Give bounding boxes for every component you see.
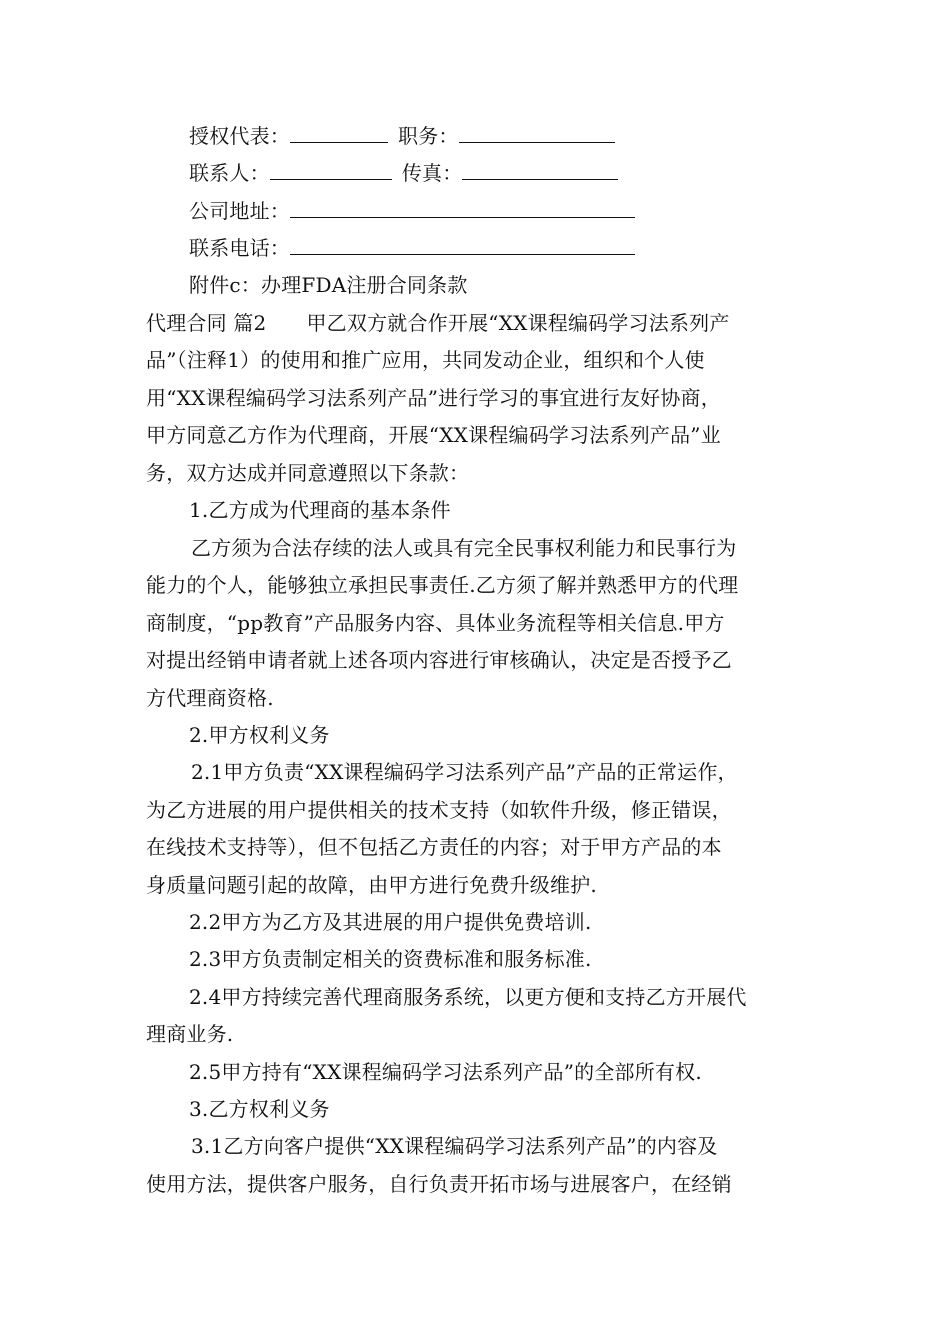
address-row bbox=[189, 199, 635, 223]
s3-1-line-2: 使用方法，提供客户服务，自行负责开拓市场与进展客户，在经销 bbox=[146, 1172, 732, 1196]
section-1-title: 1.乙方成为代理商的基本条件 bbox=[189, 498, 451, 522]
s1-line-4: 对提出经销申请者就上述各项内容进行审核确认，决定是否授予乙 bbox=[146, 648, 732, 672]
contact-row bbox=[189, 161, 618, 185]
section-3-title: 3.乙方权利义务 bbox=[189, 1097, 330, 1121]
rep-row bbox=[189, 124, 615, 148]
intro-line-5: 务，双方达成并同意遵照以下条款： bbox=[146, 461, 470, 485]
address-blank bbox=[290, 199, 635, 218]
fax-label: 传真： bbox=[401, 161, 463, 185]
s2-1-line-4: 身质量问题引起的故障，由甲方进行免费升级维护. bbox=[146, 873, 597, 897]
s2-3-line: 2.3甲方负责制定相关的资费标准和服务标准. bbox=[189, 947, 592, 971]
contact-label: 联系人： bbox=[189, 161, 270, 185]
s2-1-line-3: 在线技术支持等），但不包括乙方责任的内容；对于甲方产品的本 bbox=[146, 835, 722, 859]
s2-5-line: 2.5甲方持有“XX课程编码学习法系列产品”的全部所有权. bbox=[189, 1060, 702, 1084]
contract-heading: 代理合同 篇2 bbox=[146, 311, 267, 335]
s2-1-line-2: 为乙方进展的用户提供相关的技术支持（如软件升级，修正错误， bbox=[146, 798, 732, 822]
intro-line-3: 用“XX课程编码学习法系列产品”进行学习的事宜进行友好协商， bbox=[146, 386, 721, 410]
intro-line-1 bbox=[146, 311, 730, 335]
phone-row bbox=[189, 236, 635, 260]
fax-blank bbox=[462, 161, 618, 180]
s2-4-line-2: 理商业务. bbox=[146, 1022, 234, 1046]
s3-1-line-1: 3.1乙方向客户提供“XX课程编码学习法系列产品”的内容及 bbox=[191, 1134, 718, 1158]
address-label: 公司地址： bbox=[189, 199, 290, 223]
rep-label: 授权代表： bbox=[189, 124, 290, 148]
intro-line-2: 品”（注释1）的使用和推广应用，共同发动企业，组织和个人使 bbox=[146, 348, 705, 372]
s2-4-line-1: 2.4甲方持续完善代理商服务系统，以更方便和支持乙方开展代 bbox=[189, 985, 747, 1009]
attachment-line: 附件c：办理FDA注册合同条款 bbox=[189, 273, 468, 297]
s1-line-1: 乙方须为合法存续的法人或具有完全民事权利能力和民事行为 bbox=[191, 536, 737, 560]
phone-blank bbox=[290, 236, 635, 255]
s1-line-3: 商制度，“pp教育”产品服务内容、具体业务流程等相关信息.甲方 bbox=[146, 611, 725, 635]
section-2-title: 2.甲方权利义务 bbox=[189, 723, 330, 747]
title-label: 职务： bbox=[398, 124, 459, 148]
s2-1-line-1: 2.1甲方负责“XX课程编码学习法系列产品”产品的正常运作， bbox=[191, 760, 738, 784]
rep-blank bbox=[290, 124, 388, 143]
title-blank bbox=[459, 124, 615, 143]
intro-line-4: 甲方同意乙方作为代理商，开展“XX课程编码学习法系列产品”业 bbox=[146, 423, 721, 447]
s2-2-line: 2.2甲方为乙方及其进展的用户提供免费培训. bbox=[189, 910, 592, 934]
phone-label: 联系电话： bbox=[189, 236, 290, 260]
contact-blank bbox=[270, 161, 392, 180]
s1-line-2: 能力的个人，能够独立承担民事责任.乙方须了解并熟悉甲方的代理 bbox=[146, 573, 739, 597]
intro-text-1: 甲乙双方就合作开展“XX课程编码学习法系列产 bbox=[306, 311, 730, 335]
s1-line-5: 方代理商资格. bbox=[146, 686, 274, 710]
